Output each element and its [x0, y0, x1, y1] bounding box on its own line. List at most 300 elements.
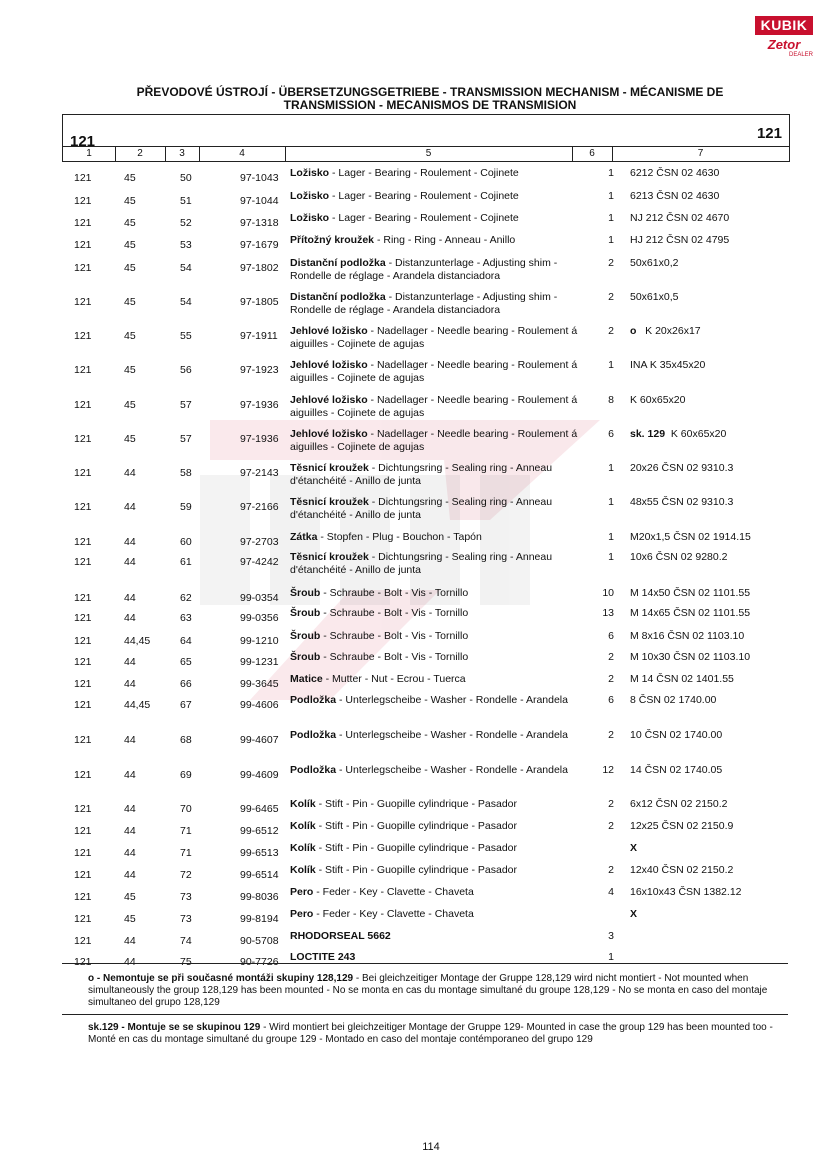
- position-cell: 62: [180, 592, 192, 604]
- note-cell: [630, 694, 716, 706]
- quantity-cell: 1: [608, 496, 614, 508]
- part-name: Těsnicí kroužek: [290, 551, 369, 563]
- position-cell: 67: [180, 699, 192, 711]
- position-cell: 52: [180, 217, 192, 229]
- column-header-7: 7: [697, 148, 704, 159]
- quantity-cell: 2: [608, 729, 614, 741]
- group-cell: 121: [74, 330, 92, 342]
- figure-cell: 44: [124, 501, 136, 513]
- part-number-cell: 99-4609: [240, 769, 279, 781]
- figure-cell: 44: [124, 956, 136, 968]
- figure-cell: 44: [124, 734, 136, 746]
- part-name: LOCTITE 243: [290, 951, 356, 963]
- logo-tag: DEALER: [788, 52, 813, 58]
- note-text: HJ 212 ČSN 02 4795: [630, 234, 730, 246]
- group-number-left: 121: [70, 133, 96, 150]
- part-name: Kolík: [290, 798, 316, 810]
- part-number-cell: 97-4242: [240, 556, 279, 568]
- note-text: 12x40 ČSN 02 2150.2: [630, 864, 734, 876]
- quantity-cell: 2: [608, 864, 614, 876]
- part-number-cell: 99-1231: [240, 656, 279, 668]
- part-name: Pero: [290, 886, 314, 898]
- part-number-cell: 99-3645: [240, 678, 279, 690]
- description-cell: [290, 886, 590, 899]
- quantity-cell: 2: [608, 291, 614, 303]
- note-text: 12x25 ČSN 02 2150.9: [630, 820, 734, 832]
- description-cell: [290, 190, 590, 203]
- quantity-cell: 12: [602, 764, 614, 776]
- group-cell: 121: [74, 891, 92, 903]
- description-cell: [290, 212, 590, 225]
- part-name: Pero: [290, 908, 314, 920]
- part-description: - Stift - Pin - Guopille cylindrique - Pasador: [315, 820, 518, 832]
- column-headers: [62, 146, 790, 162]
- part-number-cell: 97-1044: [240, 195, 279, 207]
- description-cell: [290, 651, 590, 664]
- description-cell: [290, 842, 590, 855]
- column-header-2: 2: [115, 147, 166, 161]
- description-cell: [290, 864, 590, 877]
- quantity-cell: 2: [608, 798, 614, 810]
- description-cell: [290, 694, 590, 707]
- position-cell: 68: [180, 734, 192, 746]
- figure-cell: 44: [124, 656, 136, 668]
- note-cell: [630, 764, 722, 776]
- position-cell: 55: [180, 330, 192, 342]
- note-cell: [630, 291, 678, 303]
- position-cell: 54: [180, 262, 192, 274]
- part-description: - Nadellager - Needle bearing - Roulement á aiguilles - Cojinete de agujas: [290, 325, 578, 350]
- part-name: Těsnicí kroužek: [290, 462, 369, 474]
- part-description: - Distanzunterlage - Adjusting shim - Rondelle de réglage - Arandela distanciadora: [290, 291, 558, 316]
- note-cell: [630, 394, 685, 406]
- note-text: 10x6 ČSN 02 9280.2: [630, 551, 728, 563]
- quantity-cell: 4: [608, 886, 614, 898]
- figure-cell: 44: [124, 467, 136, 479]
- part-number-cell: 97-1911: [240, 330, 278, 342]
- position-cell: 56: [180, 364, 192, 376]
- part-name: Podložka: [290, 729, 337, 741]
- note-text: M20x1,5 ČSN 02 1914.15: [630, 531, 751, 543]
- figure-cell: 45: [124, 239, 136, 251]
- note-text: 6212 ČSN 02 4630: [630, 167, 720, 179]
- part-description: - Unterlegscheibe - Washer - Rondelle - Arandela: [336, 694, 568, 706]
- note-text: 50x61x0,2: [630, 257, 679, 269]
- position-cell: 60: [180, 536, 192, 548]
- logo-sub: Zetor: [767, 37, 801, 52]
- note-cell: [630, 428, 726, 440]
- footnote-o-bold: o - Nemontuje se při současné montáži skupiny 128,129: [88, 973, 354, 984]
- group-cell: 121: [74, 869, 92, 881]
- quantity-cell: 8: [608, 394, 614, 406]
- group-cell: 121: [74, 635, 92, 647]
- note-cell: [630, 820, 733, 832]
- column-header-1: 1: [63, 147, 116, 161]
- position-cell: 71: [180, 847, 192, 859]
- part-number-cell: 97-2143: [240, 467, 279, 479]
- group-cell: 121: [74, 501, 92, 513]
- group-header: [62, 114, 790, 150]
- position-cell: 58: [180, 467, 192, 479]
- position-cell: 64: [180, 635, 192, 647]
- description-cell: [290, 394, 590, 420]
- table-end-line: [62, 963, 788, 964]
- part-description: - Lager - Bearing - Roulement - Cojinete: [329, 190, 519, 202]
- note-cell: [630, 234, 729, 246]
- figure-cell: 45: [124, 296, 136, 308]
- note-text: INA K 35x45x20: [630, 359, 706, 371]
- group-cell: 121: [74, 195, 92, 207]
- part-number-cell: 97-2703: [240, 536, 279, 548]
- column-header-5: 5: [285, 147, 573, 161]
- page-title: [90, 86, 770, 112]
- part-name: Šroub: [290, 630, 321, 642]
- note-cell: [630, 864, 733, 876]
- position-cell: 61: [180, 556, 192, 568]
- quantity-cell: 2: [608, 651, 614, 663]
- note-text: 6213 ČSN 02 4630: [630, 190, 720, 202]
- figure-cell: 45: [124, 195, 136, 207]
- quantity-cell: 6: [608, 428, 614, 440]
- group-cell: 121: [74, 825, 92, 837]
- quantity-cell: 1: [608, 359, 614, 371]
- note-cell: [630, 908, 637, 920]
- quantity-cell: 6: [608, 694, 614, 706]
- position-cell: 57: [180, 399, 192, 411]
- part-description: - Feder - Key - Clavette - Chaveta: [313, 886, 474, 898]
- quantity-cell: 1: [608, 190, 614, 202]
- part-description: - Stift - Pin - Guopille cylindrique - Pasador: [315, 842, 518, 854]
- description-cell: [290, 496, 590, 522]
- position-cell: 54: [180, 296, 192, 308]
- note-bold: o: [630, 325, 637, 337]
- part-name: Šroub: [290, 587, 321, 599]
- figure-cell: 44: [124, 592, 136, 604]
- group-cell: 121: [74, 847, 92, 859]
- description-cell: [290, 820, 590, 833]
- group-cell: 121: [74, 935, 92, 947]
- note-cell: [630, 607, 750, 619]
- footnote-sk129-bold: sk.129 - Montuje se se skupinou 129: [88, 1022, 261, 1033]
- dealer-watermark: [190, 400, 620, 770]
- description-cell: [290, 257, 590, 283]
- column-header-4: 4: [199, 147, 286, 161]
- description-cell: [290, 607, 590, 620]
- part-number-cell: 97-1318: [240, 217, 279, 229]
- quantity-cell: 1: [608, 951, 614, 963]
- note-text: M 10x30 ČSN 02 1103.10: [630, 651, 751, 663]
- quantity-cell: 1: [608, 167, 614, 179]
- figure-cell: 45: [124, 364, 136, 376]
- note-text: 8 ČSN 02 1740.00: [630, 694, 717, 706]
- part-name: Ložisko: [290, 167, 330, 179]
- note-cell: [630, 551, 727, 563]
- part-name: Podložka: [290, 764, 337, 776]
- figure-cell: 44: [124, 935, 136, 947]
- part-name: Zátka: [290, 531, 318, 543]
- group-number-right: 121: [756, 125, 782, 142]
- group-cell: 121: [74, 803, 92, 815]
- position-cell: 70: [180, 803, 192, 815]
- position-cell: 72: [180, 869, 192, 881]
- part-description: - Schraube - Bolt - Vis - Tornillo: [320, 607, 469, 619]
- part-number-cell: 99-6513: [240, 847, 279, 859]
- part-number-cell: 97-1923: [240, 364, 279, 376]
- group-cell: 121: [74, 536, 92, 548]
- part-description: - Unterlegscheibe - Washer - Rondelle - Arandela: [336, 729, 568, 741]
- note-cell: [630, 496, 733, 508]
- group-cell: 121: [74, 699, 92, 711]
- part-name: RHODORSEAL 5662: [290, 930, 391, 942]
- note-cell: [630, 257, 678, 269]
- description-cell: [290, 764, 590, 777]
- figure-cell: 44,45: [124, 699, 151, 711]
- note-text: K 20x26x17: [636, 325, 701, 337]
- part-description: - Mutter - Nut - Ecrou - Tuerca: [322, 673, 466, 685]
- column-header-6: 6: [572, 147, 613, 161]
- figure-cell: 45: [124, 330, 136, 342]
- quantity-cell: 1: [608, 462, 614, 474]
- figure-cell: 44: [124, 825, 136, 837]
- part-number-cell: 99-6514: [240, 869, 279, 881]
- position-cell: 63: [180, 612, 192, 624]
- figure-cell: 45: [124, 217, 136, 229]
- part-description: - Lager - Bearing - Roulement - Cojinete: [329, 212, 519, 224]
- footnote-sk129: [88, 1022, 778, 1046]
- part-name: Šroub: [290, 651, 321, 663]
- figure-cell: 45: [124, 891, 136, 903]
- group-cell: 121: [74, 556, 92, 568]
- part-description: - Distanzunterlage - Adjusting shim - Rondelle de réglage - Arandela distanciadora: [290, 257, 558, 282]
- part-number-cell: 97-1802: [240, 262, 279, 274]
- part-number-cell: 99-6465: [240, 803, 279, 815]
- position-cell: 50: [180, 172, 192, 184]
- part-name: Kolík: [290, 820, 316, 832]
- part-name: Matice: [290, 673, 323, 685]
- part-number-cell: 97-1679: [240, 239, 279, 251]
- part-description: - Schraube - Bolt - Vis - Tornillo: [320, 630, 469, 642]
- part-name: Ložisko: [290, 212, 330, 224]
- group-cell: 121: [74, 172, 92, 184]
- part-number-cell: 97-1043: [240, 172, 279, 184]
- note-text: M 14 ČSN 02 1401.55: [630, 673, 734, 685]
- part-name: Jehlové ložisko: [290, 428, 368, 440]
- note-cell: [630, 325, 701, 337]
- part-number-cell: 99-4607: [240, 734, 279, 746]
- quantity-cell: 6: [608, 630, 614, 642]
- note-text: 10 ČSN 02 1740.00: [630, 729, 723, 741]
- group-cell: 121: [74, 592, 92, 604]
- figure-cell: 44: [124, 612, 136, 624]
- note-text: NJ 212 ČSN 02 4670: [630, 212, 730, 224]
- quantity-cell: 3: [608, 930, 614, 942]
- position-cell: 73: [180, 891, 192, 903]
- quantity-cell: 1: [608, 212, 614, 224]
- column-header-3: 3: [165, 147, 200, 161]
- page-title-line1: PŘEVODOVÉ ÚSTROJÍ - ÜBERSETZUNGSGETRIEBE - TRANSMISSION MECHANISM - MÉCANISME DE: [136, 85, 724, 99]
- quantity-cell: 1: [608, 551, 614, 563]
- group-cell: 121: [74, 467, 92, 479]
- note-text: 6x12 ČSN 02 2150.2: [630, 798, 728, 810]
- footnote-o-text: - Bei gleichzeitiger Montage der Gruppe 128,129 wird nicht montiert - Not mounted when simultaneously the group 128,129 has been mounted - No se monta en cas du montage simultané du groupe 128,129 - No se monta en caso del montaje simultaneo del grupo 128,129: [88, 973, 768, 1008]
- part-description: - Nadellager - Needle bearing - Roulement á aiguilles - Cojinete de agujas: [290, 359, 578, 384]
- description-cell: [290, 359, 590, 385]
- group-cell: 121: [74, 956, 92, 968]
- note-text: 20x26 ČSN 02 9310.3: [630, 462, 734, 474]
- figure-cell: 45: [124, 172, 136, 184]
- part-name: Přítožný kroužek: [290, 234, 375, 246]
- group-cell: 121: [74, 399, 92, 411]
- footnote-o: [88, 973, 778, 1009]
- position-cell: 71: [180, 825, 192, 837]
- figure-cell: 44: [124, 803, 136, 815]
- figure-cell: 44: [124, 769, 136, 781]
- description-cell: [290, 325, 590, 351]
- figure-cell: 44: [124, 678, 136, 690]
- description-cell: [290, 428, 590, 454]
- group-cell: 121: [74, 433, 92, 445]
- position-cell: 73: [180, 913, 192, 925]
- quantity-cell: 2: [608, 325, 614, 337]
- figure-cell: 44: [124, 556, 136, 568]
- part-number-cell: 99-0356: [240, 612, 279, 624]
- part-name: Těsnicí kroužek: [290, 496, 369, 508]
- description-cell: [290, 462, 590, 488]
- part-description: - Lager - Bearing - Roulement - Cojinete: [329, 167, 519, 179]
- group-cell: 121: [74, 656, 92, 668]
- part-description: - Ring - Ring - Anneau - Anillo: [374, 234, 516, 246]
- part-name: Distanční podložka: [290, 291, 386, 303]
- part-name: Ložisko: [290, 190, 330, 202]
- group-cell: 121: [74, 217, 92, 229]
- position-cell: 65: [180, 656, 192, 668]
- part-name: Šroub: [290, 607, 321, 619]
- part-number-cell: 99-1210: [240, 635, 279, 647]
- part-number-cell: 97-1936: [240, 433, 279, 445]
- footnote-separator: [62, 1014, 788, 1015]
- note-cell: [630, 798, 727, 810]
- part-description: - Schraube - Bolt - Vis - Tornillo: [320, 651, 469, 663]
- part-description: - Stift - Pin - Guopille cylindrique - Pasador: [315, 798, 518, 810]
- note-bold: X: [630, 908, 638, 920]
- quantity-cell: 2: [608, 820, 614, 832]
- description-cell: [290, 908, 590, 921]
- part-name: Jehlové ložisko: [290, 394, 368, 406]
- note-text: 16x10x43 ČSN 1382.12: [630, 886, 742, 898]
- part-name: Distanční podložka: [290, 257, 386, 269]
- part-description: - Dichtungsring - Sealing ring - Anneau d'étanchéité - Anillo de junta: [290, 462, 553, 487]
- logo-brand: KUBIK: [755, 16, 813, 35]
- description-cell: [290, 234, 590, 247]
- description-cell: [290, 291, 590, 317]
- position-cell: 57: [180, 433, 192, 445]
- note-cell: [630, 842, 637, 854]
- note-cell: [630, 167, 719, 179]
- page-title-line2: TRANSMISSION - MECANISMOS DE TRANSMISION: [283, 98, 577, 112]
- note-cell: [630, 630, 744, 642]
- footnote-sk129-text: - Wird montiert bei gleichzeitiger Montage der Gruppe 129- Mounted in case the group 129 has been mounted too - Monté en cas du montage simultané du groupe 129 - Montado en caso del montaje contémporaneo del grupo 129: [88, 1022, 773, 1045]
- part-description: - Nadellager - Needle bearing - Roulement á aiguilles - Cojinete de agujas: [290, 394, 578, 419]
- part-number-cell: 97-1936: [240, 399, 279, 411]
- description-cell: [290, 551, 590, 577]
- position-cell: 53: [180, 239, 192, 251]
- kubik-zetor-logo: [755, 16, 813, 62]
- part-number-cell: 97-1805: [240, 296, 279, 308]
- group-cell: 121: [74, 678, 92, 690]
- part-description: - Nadellager - Needle bearing - Roulement á aiguilles - Cojinete de agujas: [290, 428, 578, 453]
- note-cell: [630, 729, 722, 741]
- note-text: 48x55 ČSN 02 9310.3: [630, 496, 734, 508]
- note-text: K 60x65x20: [665, 428, 727, 440]
- position-cell: 69: [180, 769, 192, 781]
- part-description: - Stift - Pin - Guopille cylindrique - Pasador: [315, 864, 518, 876]
- group-cell: 121: [74, 913, 92, 925]
- part-number-cell: 99-4606: [240, 699, 279, 711]
- description-cell: [290, 587, 590, 600]
- part-name: Kolík: [290, 864, 316, 876]
- part-number-cell: 99-8036: [240, 891, 279, 903]
- part-number-cell: 90-5708: [240, 935, 279, 947]
- description-cell: [290, 531, 590, 544]
- group-cell: 121: [74, 296, 92, 308]
- note-text: M 8x16 ČSN 02 1103.10: [630, 630, 745, 642]
- note-bold: sk. 129: [630, 428, 666, 440]
- note-cell: [630, 190, 719, 202]
- group-cell: 121: [74, 734, 92, 746]
- part-name: Kolík: [290, 842, 316, 854]
- figure-cell: 44: [124, 869, 136, 881]
- note-text: 50x61x0,5: [630, 291, 679, 303]
- part-description: - Dichtungsring - Sealing ring - Anneau d'étanchéité - Anillo de junta: [290, 496, 553, 521]
- position-cell: 66: [180, 678, 192, 690]
- position-cell: 59: [180, 501, 192, 513]
- quantity-cell: 2: [608, 673, 614, 685]
- figure-cell: 45: [124, 913, 136, 925]
- part-description: - Schraube - Bolt - Vis - Tornillo: [320, 587, 469, 599]
- part-description: - Feder - Key - Clavette - Chaveta: [313, 908, 474, 920]
- description-cell: [290, 798, 590, 811]
- description-cell: [290, 729, 590, 742]
- description-cell: [290, 673, 590, 686]
- page-number: 114: [422, 1141, 440, 1153]
- note-cell: [630, 587, 750, 599]
- figure-cell: 44: [124, 847, 136, 859]
- note-cell: [630, 673, 734, 685]
- group-cell: 121: [74, 612, 92, 624]
- group-cell: 121: [74, 239, 92, 251]
- part-number-cell: 99-6512: [240, 825, 279, 837]
- part-number-cell: 90-7726: [240, 956, 279, 968]
- note-text: M 14x50 ČSN 02 1101.55: [630, 587, 751, 599]
- note-text: 14 ČSN 02 1740.05: [630, 764, 723, 776]
- part-number-cell: 99-0354: [240, 592, 279, 604]
- group-cell: 121: [74, 262, 92, 274]
- position-cell: 74: [180, 935, 192, 947]
- description-cell: [290, 630, 590, 643]
- part-name: Podložka: [290, 694, 337, 706]
- part-number-cell: 99-8194: [240, 913, 279, 925]
- quantity-cell: 13: [602, 607, 614, 619]
- quantity-cell: 2: [608, 257, 614, 269]
- figure-cell: 44: [124, 536, 136, 548]
- quantity-cell: 1: [608, 234, 614, 246]
- part-description: - Unterlegscheibe - Washer - Rondelle - Arandela: [336, 764, 568, 776]
- note-cell: [630, 212, 729, 224]
- note-text: K 60x65x20: [630, 394, 686, 406]
- part-description: - Stopfen - Plug - Bouchon - Tapón: [317, 531, 482, 543]
- quantity-cell: 1: [608, 531, 614, 543]
- description-cell: [290, 930, 590, 943]
